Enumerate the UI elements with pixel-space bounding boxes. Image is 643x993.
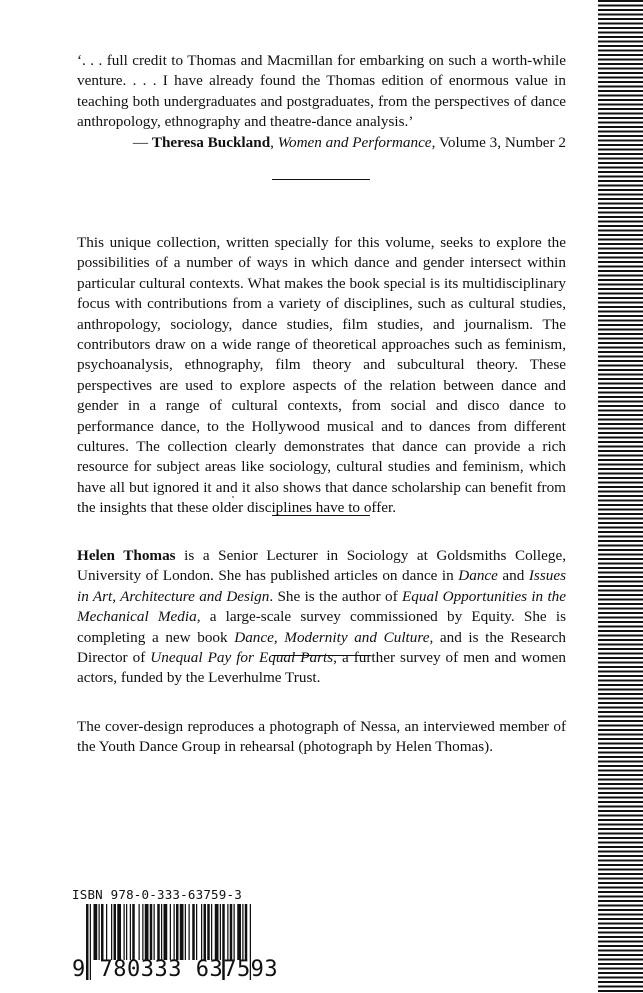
attribution-dash: — — [132, 133, 152, 151]
barcode-bar — [245, 904, 248, 960]
barcode-bar — [130, 904, 131, 960]
barcode-bar — [189, 904, 190, 960]
barcode-bar — [117, 904, 121, 960]
barcode-bar — [164, 904, 168, 960]
barcode-bar — [114, 904, 117, 960]
divider-rule — [272, 179, 370, 180]
barcode-bar — [196, 904, 197, 960]
barcode-digits: 9 780333 637593 — [72, 957, 279, 982]
barcode-bar — [185, 904, 186, 960]
barcode-bar — [234, 904, 235, 960]
barcode-bar — [157, 904, 160, 960]
author-name: Helen Thomas — [77, 547, 176, 564]
attribution-name: Theresa Buckland — [151, 133, 271, 151]
barcode-bar — [170, 904, 171, 960]
barcode-bar — [242, 904, 243, 960]
barcode-bar — [180, 904, 184, 960]
cover-design-note: The cover-design reproduces a photograph of Nessa, an interviewed member of the Youth Dance Group in rehearsal (photograph by Helen Thomas). — [77, 718, 566, 756]
attribution-separator: , — [270, 133, 278, 151]
barcode-bar — [211, 904, 212, 960]
barcode-bar — [215, 904, 219, 960]
isbn-text: ISBN 978-0-333-63759-3 — [72, 887, 242, 902]
author-bio — [77, 546, 566, 689]
barcode-bar — [124, 904, 125, 960]
bio-text: , and is the Research Director of — [77, 628, 567, 667]
barcode-bar — [176, 904, 179, 960]
barcode-bar — [99, 904, 100, 960]
bio-title-issues: Issues in Art, Architecture and Design — [77, 567, 566, 605]
barcode-bar — [192, 904, 195, 960]
quote-text: ‘. . . full credit to Thomas and Macmillan for embarking on such a worth-while venture. . . . I have already found the Thomas edition of enormous value in teaching both undergraduates and postgraduates, from the perspectives of dance anthropology, ethnography and theatre-dance analysis.’ — [77, 52, 566, 131]
barcode-bar — [111, 904, 112, 960]
barcode-bar — [101, 904, 104, 960]
barcode-bar — [94, 904, 98, 960]
barcode-bar — [106, 904, 107, 960]
bio-text: is a Senior Lecturer in Sociology at Goldsmiths College, University of London. She has published articles on dance in — [77, 547, 566, 585]
attribution-volume: , Volume 3, Number 2 — [431, 133, 566, 151]
bio-title-unequal-pay: Unequal Pay for Equal Parts — [150, 649, 334, 667]
spine-stripes — [598, 0, 643, 993]
barcode-bar — [150, 904, 153, 960]
review-quote — [77, 51, 566, 153]
barcode-bar — [227, 904, 228, 960]
barcode-bar — [132, 904, 135, 960]
bio-title-modernity: Dance, Modernity and Culture — [234, 628, 430, 646]
barcode-bar — [161, 904, 162, 960]
isbn-barcode — [72, 887, 279, 985]
barcode-bar — [230, 904, 233, 960]
quote-attribution — [77, 133, 566, 153]
divider-rule — [272, 655, 370, 656]
bio-title-dance: Dance — [458, 567, 498, 585]
bio-text: and — [497, 567, 529, 585]
barcode-bar — [145, 904, 149, 960]
attribution-journal: Women and Performance — [277, 133, 432, 151]
bio-text: . She is the author of — [269, 587, 403, 605]
barcode-bar — [174, 904, 175, 960]
barcode-bar — [154, 904, 155, 960]
barcode-bar — [139, 904, 140, 960]
barcode-bar — [220, 904, 221, 960]
print-speck — [232, 496, 234, 498]
barcode-bar — [142, 904, 143, 960]
barcode-bar — [201, 904, 202, 960]
bio-text: , a further survey of men and women actors, funded by the Leverhulme Trust. — [77, 649, 567, 687]
book-description: This unique collection, written specially for this volume, seeks to explore the possibilities of a number of ways in which dance and gender intersect within particular cultural contexts. What makes the book special is its multidisciplinary focus with contributions from a variety of disciplines, such as cultural studies, anthropology, sociology, dance studies, film studies, and journalism. The contributors draw on a wide range of theoretical approaches such as feminism, psychoanalysis, ethnography, film theory and subcultural theory. These perspectives are used to explore aspects of the relation between dance and gender in a range of cultural contexts, from social and disco dance to performance dance, to the Hollywood musical and to dances from different cultures. The collection clearly demonstrates that dance can provide a rich resource for subject areas like sociology, cultural studies and feminism, which have all but ignored it and it also shows that dance scholarship can benefit from the insights that these older disciplines have to offer. — [77, 234, 566, 517]
barcode-bar — [126, 904, 127, 960]
barcode-bar — [204, 904, 207, 960]
bio-title-equal-opportunities: Equal Opportunities in the Mechanical Media — [77, 587, 567, 626]
bio-text: , a large-scale survey commissioned by Equity. She is completing a new book — [77, 608, 566, 646]
barcode-bar — [237, 904, 241, 960]
barcode-bar — [207, 904, 210, 960]
divider-rule — [272, 515, 370, 516]
